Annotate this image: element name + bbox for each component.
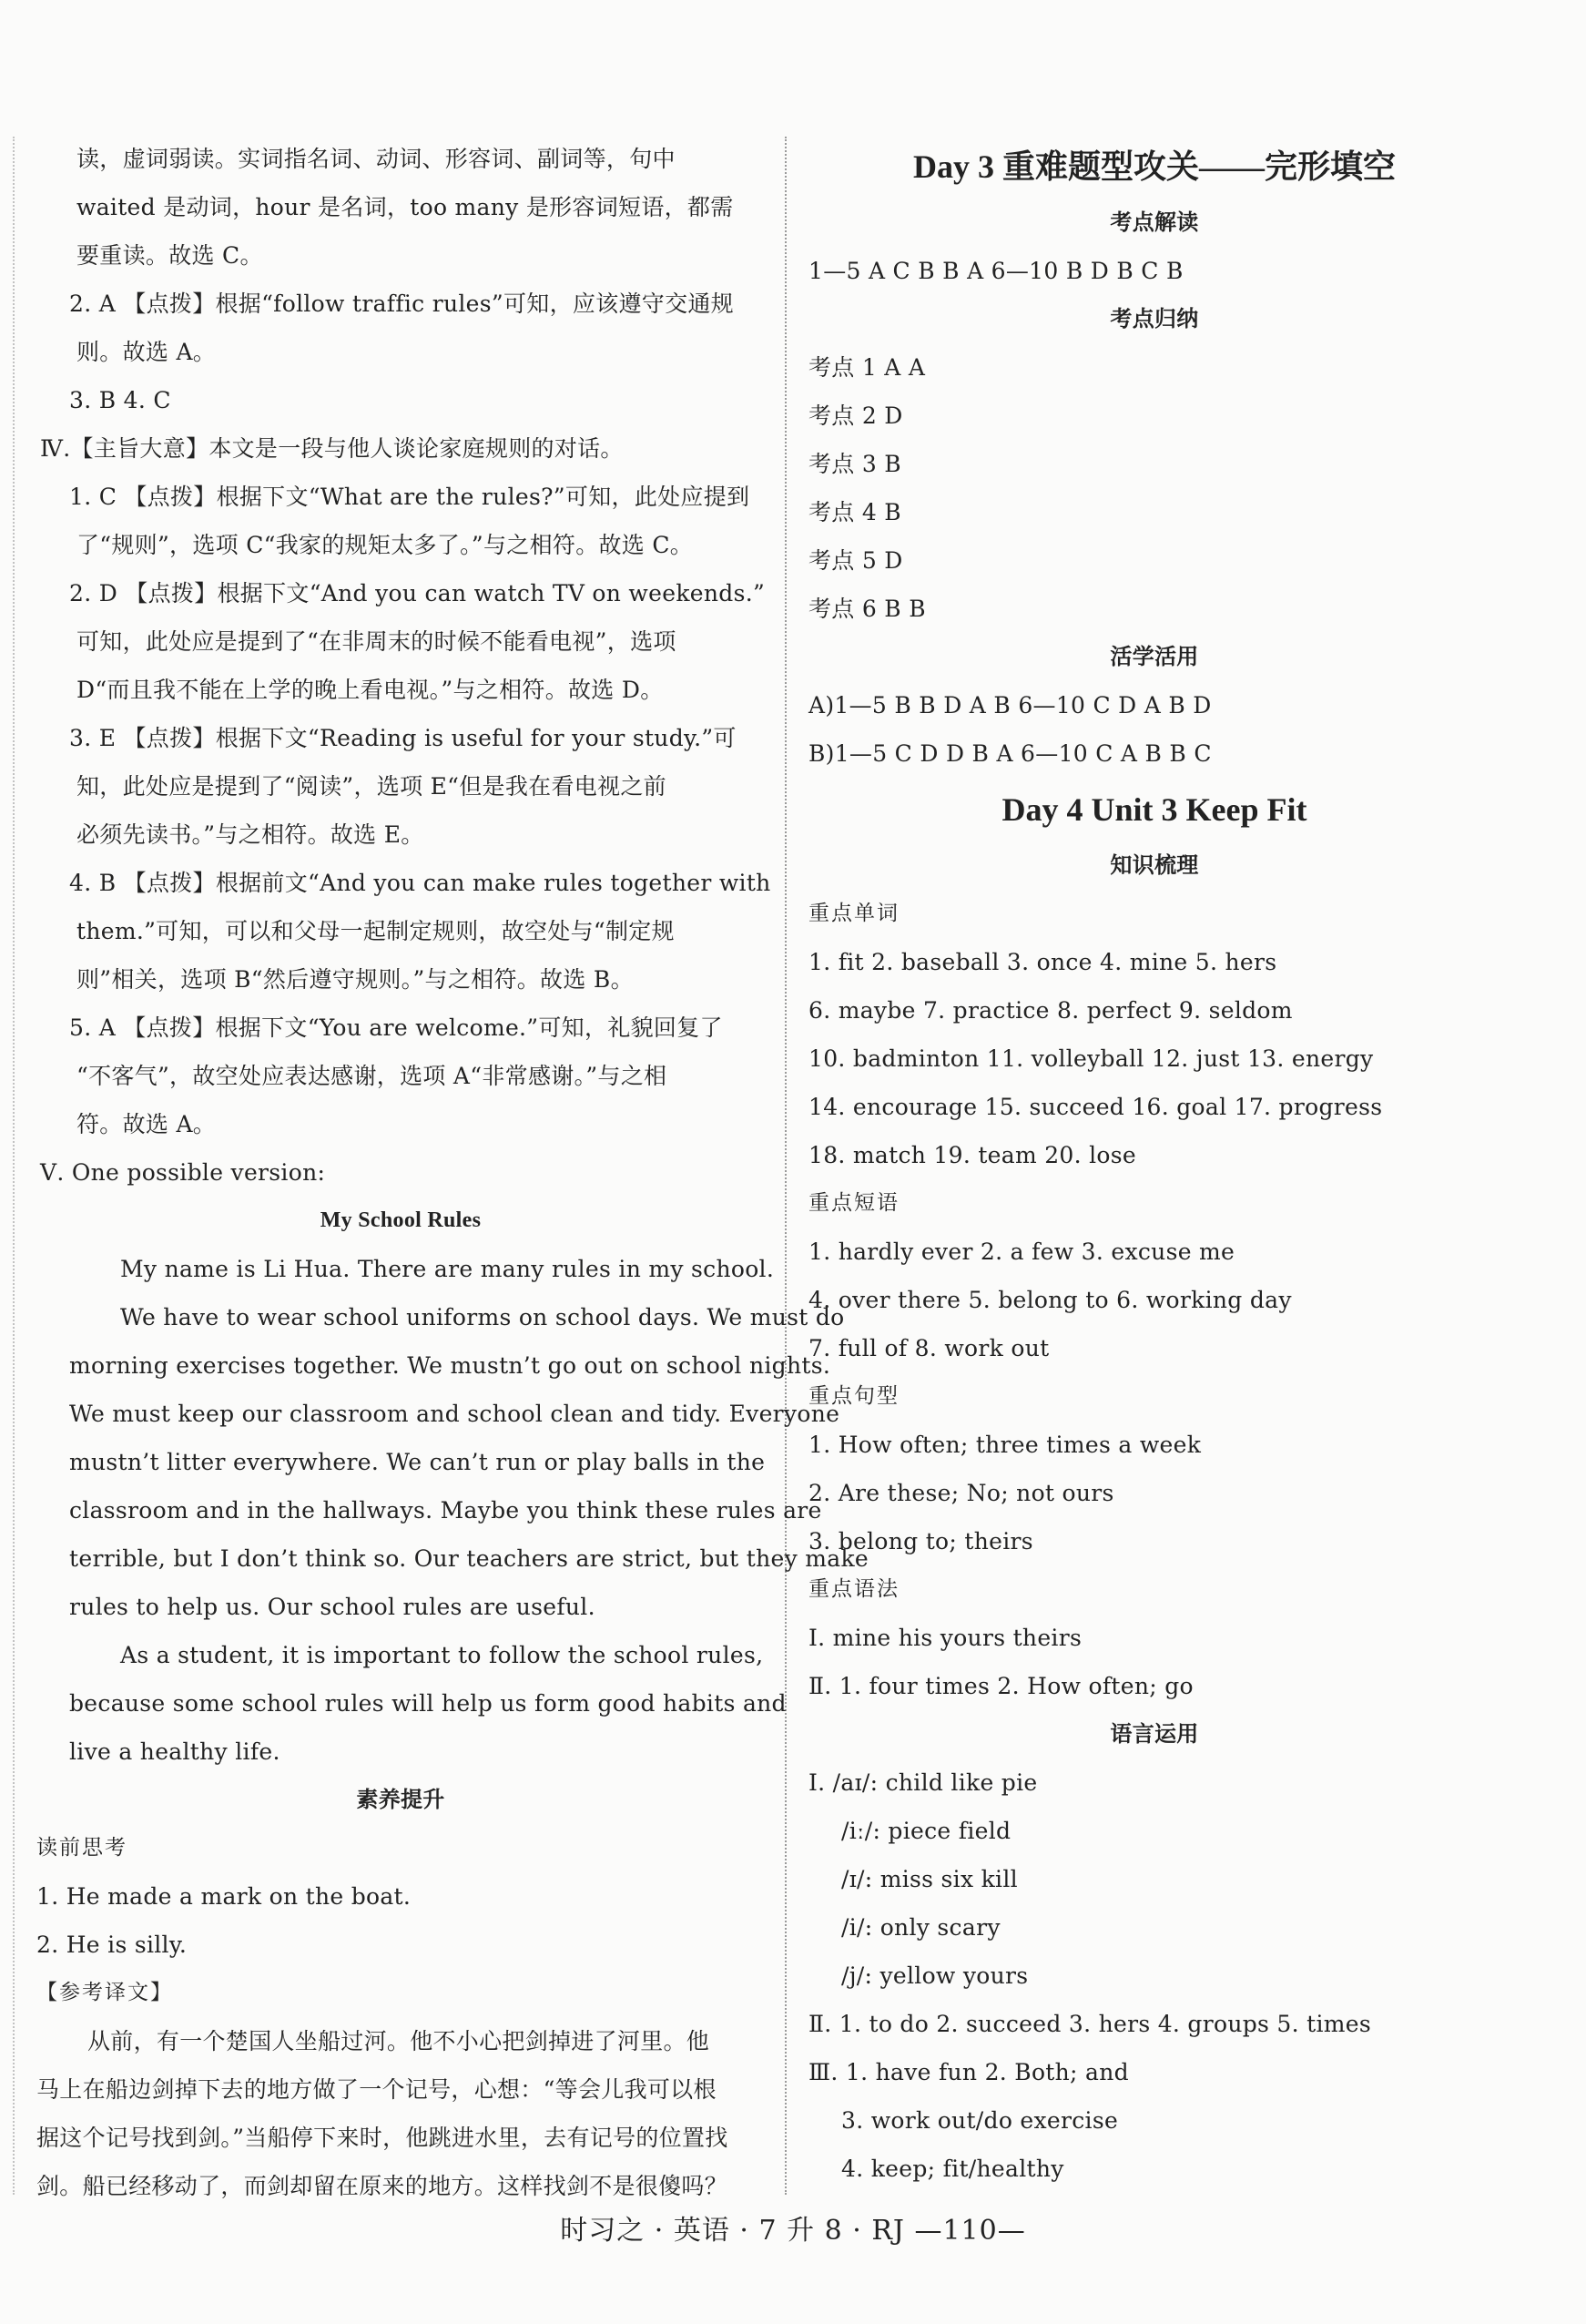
answer-line: 4. over there 5. belong to 6. working day (808, 1287, 1292, 1313)
answer-line: 2. Are these; No; not ours (808, 1480, 1114, 1506)
essay-line: We have to wear school uniforms on school days. We must do (120, 1304, 845, 1330)
answer-line: 14. encourage 15. succeed 16. goal 17. progress (808, 1094, 1383, 1120)
text-line: 要重读。故选 C。 (76, 242, 263, 269)
answer-line: 6. maybe 7. practice 8. perfect 9. seldom (808, 997, 1293, 1024)
essay-line: We must keep our classroom and school clean and tidy. Everyone (69, 1401, 840, 1427)
text-line: 3. E 【点拨】根据下文“Reading is useful for your study.”可 (69, 725, 737, 751)
kaodian-item: 考点 1 A A (808, 354, 926, 381)
subheading: 读前思考 (36, 1836, 127, 1860)
text-line: 知，此处应是提到了“阅读”，选项 E“但是我在看电视之前 (76, 773, 666, 800)
kaodian-item: 考点 5 D (808, 547, 903, 574)
answer-line: /i/: only scary (841, 1914, 1001, 1941)
right-column (808, 135, 1500, 2193)
answer-line: 1. hardly ever 2. a few 3. excuse me (808, 1238, 1235, 1265)
text-line: 符。故选 A。 (76, 1111, 217, 1137)
answer-line: 4. keep; fit/healthy (841, 2156, 1064, 2182)
column-divider (785, 137, 787, 2195)
text-line: 2. A 【点拨】根据“follow traffic rules”可知，应该遵守交通规 (69, 290, 734, 317)
answer-line: Ⅱ. 1. four times 2. How often; go (808, 1673, 1194, 1699)
answer-line: Ⅰ. mine his yours theirs (808, 1625, 1083, 1651)
subheading: 重点句型 (808, 1384, 900, 1408)
text-line: “不客气”，故空处应表达感谢，选项 A“非常感谢。”与之相 (76, 1063, 667, 1089)
answer-line: 3. work out/do exercise (841, 2107, 1119, 2134)
text-line: 可知，此处应是提到了“在非周末的时候不能看电视”，选项 (76, 628, 676, 655)
essay-line: mustn’t litter everywhere. We can’t run or play balls in the (69, 1449, 766, 1475)
kaodian-item: 考点 6 B B (808, 596, 926, 622)
answer-line: A)1—5 B B D A B 6—10 C D A B D (808, 692, 1212, 719)
translation-line: 剑。船已经移动了，而剑却留在原来的地方。这样找剑不是很傻吗？ (36, 2173, 728, 2199)
answer-line: /ɪ/: miss six kill (841, 1866, 1018, 1892)
translation-line: 从前，有一个楚国人坐船过河。他不小心把剑掉进了河里。他 (87, 2028, 710, 2054)
page-footer: 时习之 · 英语 · 7 升 8 · RJ —110— (560, 2215, 1026, 2247)
text-line: 5. A 【点拨】根据下文“You are welcome.”可知，礼貌回复了 (69, 1014, 723, 1041)
text-line: 4. B 【点拨】根据前文“And you can make rules together with (69, 870, 771, 896)
essay-line: morning exercises together. We mustn’t go out on school nights. (69, 1352, 831, 1379)
text-line: 则。故选 A。 (76, 339, 217, 365)
text-line: 1. C 【点拨】根据下文“What are the rules?”可知，此处应提到 (69, 484, 750, 510)
section-heading: 素养提升 (356, 1787, 445, 1812)
translation-label: 【参考译文】 (36, 1981, 173, 2004)
kaodian-item: 考点 4 B (808, 499, 901, 525)
day3-title: Day 3 重难题型攻关——完形填空 (913, 148, 1396, 185)
text-line: Ⅴ. One possible version: (40, 1159, 326, 1186)
answer-line: Ⅱ. 1. to do 2. succeed 3. hers 4. groups 5. times (808, 2011, 1371, 2037)
section-heading: 知识梳理 (1110, 852, 1199, 878)
section-heading: 考点解读 (1110, 209, 1199, 235)
text-line: 必须先读书。”与之相符。故选 E。 (76, 821, 424, 848)
answer-line: 1. He made a mark on the boat. (36, 1883, 412, 1910)
text-line: Ⅳ.【主旨大意】本文是一段与他人谈论家庭规则的对话。 (40, 435, 624, 462)
answer-line: 7. full of 8. work out (808, 1335, 1050, 1361)
section-heading: 考点归纳 (1110, 306, 1199, 331)
kaodian-item: 考点 2 D (808, 403, 903, 429)
answer-line: 3. belong to; theirs (808, 1528, 1033, 1554)
left-margin-rule (13, 137, 15, 2195)
essay-line: classroom and in the hallways. Maybe you think these rules are (69, 1497, 822, 1524)
subheading: 重点语法 (808, 1577, 900, 1601)
essay-line: live a healthy life. (69, 1738, 280, 1765)
text-line: waited 是动词，hour 是名词，too many 是形容词短语，都需 (76, 194, 734, 220)
section-heading: 活学活用 (1110, 644, 1199, 669)
text-line: 3. B 4. C (69, 387, 171, 413)
answer-line: 1—5 A C B B A 6—10 B D B C B (808, 258, 1184, 284)
answer-line: /iː/: piece field (841, 1818, 1012, 1844)
essay-line: rules to help us. Our school rules are useful. (69, 1594, 595, 1620)
translation-line: 据这个记号找到剑。”当船停下来时，他跳进水里，去有记号的位置找 (36, 2125, 728, 2151)
text-line: 2. D 【点拨】根据下文“And you can watch TV on weekends.” (69, 580, 766, 606)
essay-line: As a student, it is important to follow the school rules, (120, 1642, 764, 1668)
essay-title: My School Rules (320, 1208, 482, 1232)
answer-line: 1. fit 2. baseball 3. once 4. mine 5. hers (808, 949, 1277, 975)
day4-title: Day 4 Unit 3 Keep Fit (1001, 791, 1307, 828)
text-line: 则”相关，选项 B“然后遵守规则。”与之相符。故选 B。 (76, 966, 634, 993)
answer-line: 1. How often; three times a week (808, 1432, 1202, 1458)
subheading: 重点短语 (808, 1191, 900, 1215)
text-line: 读，虚词弱读。实词指名词、动词、形容词、副词等，句中 (76, 146, 676, 172)
answer-line: Ⅲ. 1. have fun 2. Both; and (808, 2059, 1129, 2085)
text-line: D“而且我不能在上学的晚上看电视。”与之相符。故选 D。 (76, 677, 664, 703)
section-heading: 语言运用 (1110, 1721, 1199, 1747)
text-line: 了“规则”，选项 C“我家的规矩太多了。”与之相符。故选 C。 (76, 532, 694, 558)
essay-line: terrible, but I don’t think so. Our teachers are strict, but they make (69, 1545, 869, 1572)
essay-line: because some school rules will help us form good habits and (69, 1690, 787, 1717)
answer-line: 2. He is silly. (36, 1932, 188, 1958)
kaodian-item: 考点 3 B (808, 451, 901, 477)
essay-line: My name is Li Hua. There are many rules in my school. (120, 1256, 775, 1282)
answer-line: B)1—5 C D D B A 6—10 C A B B C (808, 740, 1212, 767)
answer-line: 18. match 19. team 20. lose (808, 1142, 1136, 1168)
text-line: them.”可知，可以和父母一起制定规则，故空处与“制定规 (76, 918, 675, 944)
subheading: 重点单词 (808, 902, 900, 925)
answer-line: 10. badminton 11. volleyball 12. just 13. energy (808, 1045, 1374, 1072)
answer-line: Ⅰ. /aɪ/: child like pie (808, 1769, 1038, 1796)
translation-line: 马上在船边剑掉下去的地方做了一个记号，心想：“等会儿我可以根 (36, 2076, 717, 2103)
answer-line: /j/: yellow yours (841, 1962, 1029, 1989)
